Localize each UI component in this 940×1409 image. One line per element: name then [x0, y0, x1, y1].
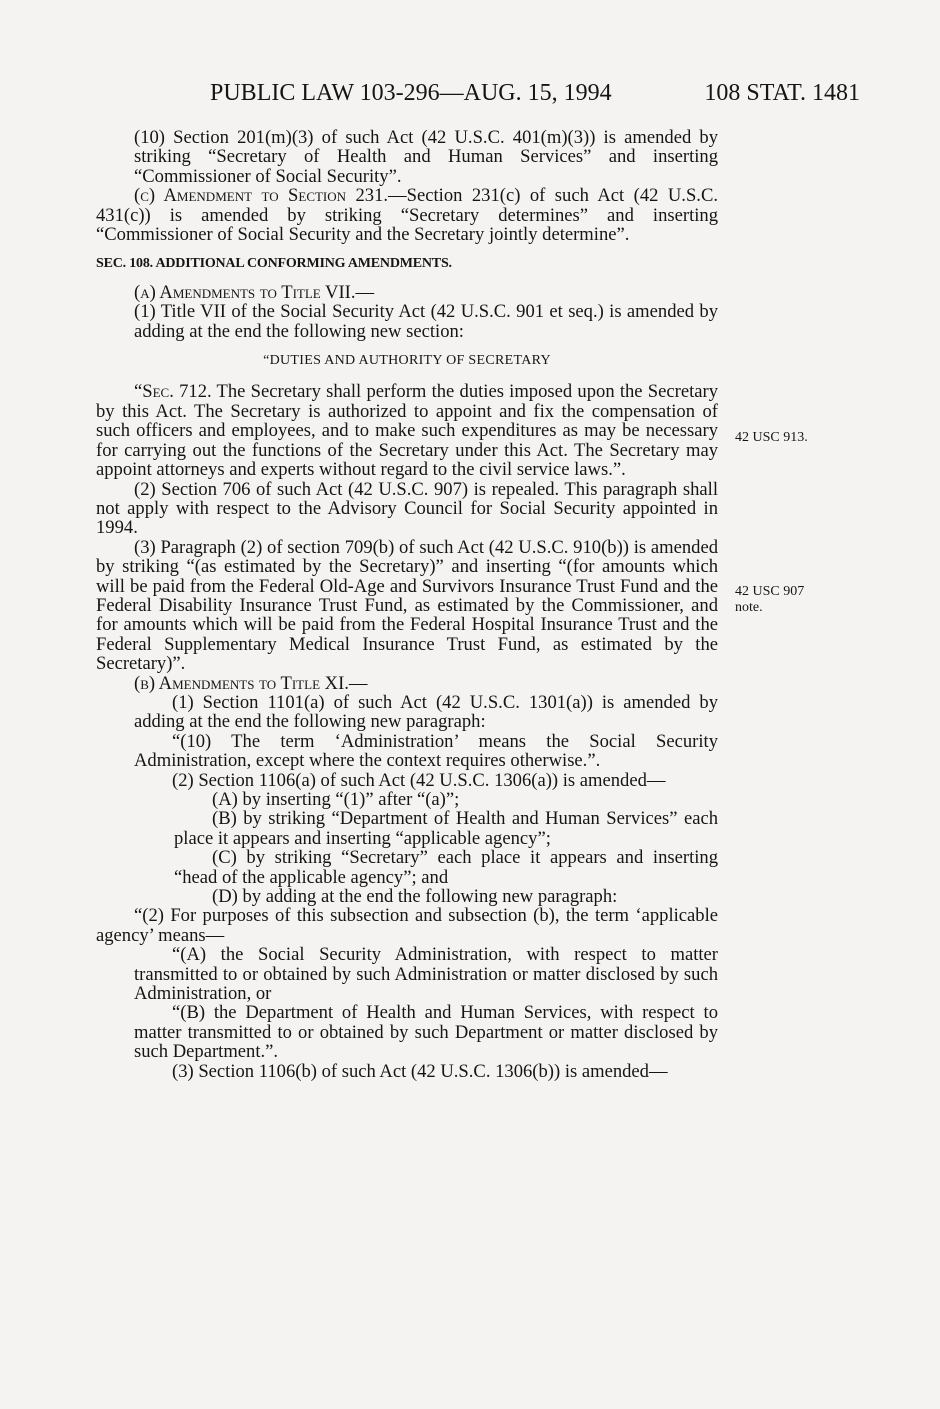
paragraph-text: (3) Paragraph (2) of section 709(b) of such Act (42 U.S.C. 910(b)) is amended by striking “(as estimated by the Secretary)” and inserting “(for amounts which will be paid from the Federal Old-Age and Survivors Insurance Trust Fund and the Federal Disability Insurance Trust Fund, as estimated by the Commissioner, and for amounts which will be paid from the Federal Hospital Insurance Trust and the Federal Supplementary Medical Insurance Trust Fund, as estimated by the Secretary)”.: [96, 536, 718, 675]
clause-d: [96, 887, 718, 906]
paragraph-text: (1) Section 1101(a) of such Act (42 U.S.C. 1301(a)) is amended by adding at the end the following new paragraph:: [134, 691, 718, 733]
paragraph-section-1106a: [96, 771, 718, 790]
paragraph-title-vii: [96, 302, 718, 341]
section-108-heading: SEC. 108. ADDITIONAL CONFORMING AMENDMENTS.: [96, 256, 452, 272]
paragraph-applicable-agency: [96, 906, 718, 945]
paragraph-text: (3) Section 1106(b) of such Act (42 U.S.C. 1306(b)) is amended—: [172, 1060, 668, 1082]
margin-note-42-usc-913: [735, 430, 845, 446]
margin-note-line: note.: [735, 600, 763, 615]
paragraph-text: “(A) the Social Security Administration, with respect to matter transmitted to or obtained by such Administration or matter disclosed by such Administration, or: [134, 944, 718, 1005]
clause-hhs: [96, 1003, 718, 1061]
paragraph-text: “(B) the Department of Health and Human Services, with respect to matter transmitted to or obtained by such Department or matter disclosed by such Department.”.: [134, 1002, 718, 1063]
paragraph-text: (B) by striking “Department of Health and Human Services” each place it appears and inserting “applicable agency”;: [174, 808, 718, 849]
clause-a: [96, 790, 718, 809]
subsection-heading: (b) Amendments to Title XI.: [134, 672, 349, 694]
paragraph-text: (2) Section 1106(a) of such Act (42 U.S.C. 1306(a)) is amended—: [172, 769, 666, 791]
paragraph-text: “(2) For purposes of this subsection and subsection (b), the term ‘applicable agency’ means—: [96, 905, 718, 946]
clause-c: [96, 848, 718, 887]
document-body: [96, 128, 718, 1081]
subsection-heading: (c) Amendment to Section 231.: [134, 185, 389, 207]
paragraph-text: (1) Title VII of the Social Security Act (42 U.S.C. 901 et seq.) is amended by adding at the end the following new section:: [134, 301, 718, 342]
paragraph-text: (D) by adding at the end the following new paragraph:: [212, 886, 618, 908]
page-header: [210, 80, 860, 107]
paragraph-amendment-sec-231: [96, 186, 718, 244]
paragraph-text: 712. The Secretary shall perform the duties imposed upon the Secretary by this Act. The Secretary is authorized to appoint and fix the compensation of such officers and employees, and to make such expenditures as may be necessary for carrying out the functions of the Secretary under this Act. The Secretary may appoint attorneys and experts without regard to the civil service laws.”.: [96, 381, 718, 481]
margin-note-text: 42 USC 913.: [735, 430, 808, 445]
paragraph-section-1106b: [96, 1062, 718, 1081]
subsection-heading: (a) Amendments to Title VII.: [134, 281, 356, 303]
paragraph-text: (2) Section 706 of such Act (42 U.S.C. 907) is repealed. This paragraph shall not apply with respect to the Advisory Council for Social Security appointed in 1994.: [96, 478, 718, 539]
header-stat-citation: 108 STAT. 1481: [704, 80, 860, 106]
clause-b: [96, 809, 718, 848]
margin-note-42-usc-907: [735, 584, 845, 616]
paragraph-sec-712: [96, 382, 718, 479]
header-title: PUBLIC LAW 103-296—AUG. 15, 1994: [210, 80, 612, 106]
paragraph-section-709: [58, 538, 718, 674]
paragraph-text: —Section 231(c) of such Act (42 U.S.C. 431(c)) is amended by striking “Secretary determines” and inserting “Commissioner of Social Security and the Secretary jointly determine”.: [96, 185, 718, 246]
paragraph-text: —: [348, 672, 368, 694]
paragraph-section-201: [96, 128, 718, 186]
section-label: “Sec.: [134, 381, 174, 403]
paragraph-text: (C) by striking “Secretary” each place it appears and inserting “head of the applicable agency”; and: [174, 847, 718, 888]
paragraph-text: (A) by inserting “(1)” after “(a)”;: [212, 789, 460, 810]
clause-ssa: [96, 945, 718, 1003]
paragraph-text: (10) Section 201(m)(3) of such Act (42 U.S.C. 401(m)(3)) is amended by striking “Secretary of Health and Human Services” and inserting “Commissioner of Social Security”.: [134, 127, 718, 187]
subsection-b-heading: [96, 674, 718, 693]
margin-note-line: 42 USC 907: [735, 584, 805, 599]
paragraph-section-706: [58, 480, 718, 538]
paragraph-text: —: [355, 281, 375, 303]
paragraph-section-1101: [96, 693, 718, 732]
paragraph-text: “(10) The term ‘Administration’ means the Social Security Administration, except where the context requires otherwise.”.: [134, 730, 718, 772]
subsection-a-heading: [96, 283, 718, 302]
duties-heading: “DUTIES AND AUTHORITY OF SECRETARY: [263, 353, 551, 369]
paragraph-definition-administration: [96, 732, 718, 771]
